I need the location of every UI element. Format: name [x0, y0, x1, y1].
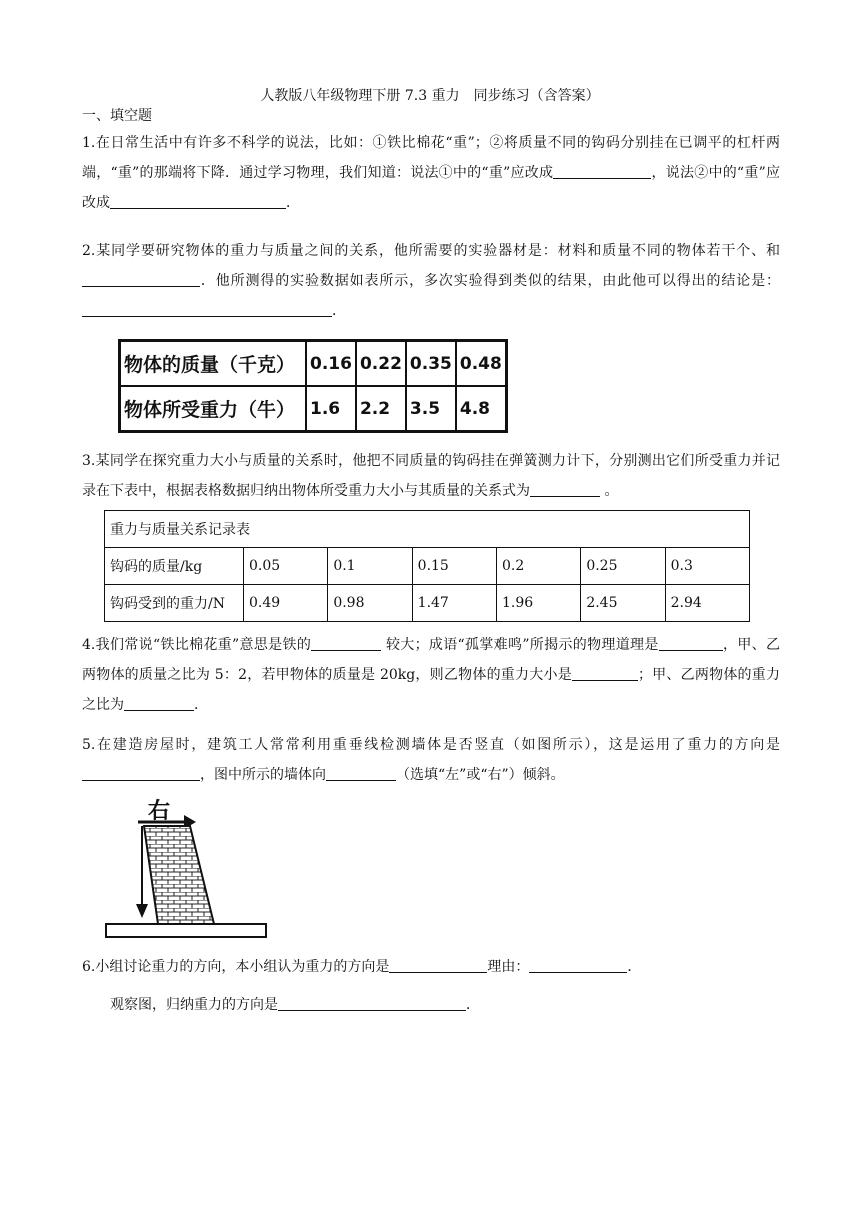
- q4-text-e: ．: [194, 697, 208, 713]
- table-row-label: 物体所受重力（牛）: [120, 386, 307, 432]
- table-row: [105, 585, 750, 622]
- table-cell: 1.47: [412, 585, 496, 622]
- table-cell: 0.2: [496, 548, 580, 585]
- answer-blank: [311, 634, 381, 651]
- q6-text-e: ．: [466, 997, 480, 1013]
- brick-wall: [144, 826, 214, 924]
- plumb-bob-icon: [136, 904, 148, 918]
- table-row: [120, 386, 507, 432]
- question-6: [82, 952, 780, 982]
- q6-text-c: ．: [627, 959, 642, 975]
- q1-text-b: ，说法②中的“重”应改成: [82, 165, 780, 211]
- table-cell: 0.25: [581, 548, 665, 585]
- answer-blank: [553, 162, 651, 179]
- answer-blank: [82, 764, 200, 781]
- table-cell: 1.96: [496, 585, 580, 622]
- q2-text-d: ．: [332, 303, 346, 319]
- q6-text-b: 理由：: [487, 959, 530, 975]
- question-3: [82, 446, 780, 506]
- answer-blank: [82, 300, 332, 317]
- table-caption-row: [105, 511, 750, 548]
- question-5: [82, 730, 780, 790]
- table-cell: 1.6: [306, 386, 356, 432]
- table-cell: 2.2: [356, 386, 406, 432]
- answer-blank: [110, 192, 286, 209]
- table-cell: 0.05: [244, 548, 328, 585]
- q2-text-a: 2.某同学要研究物体的重力与质量之间的关系，他所需要的实验器材是：材料和质量不同的物体若干个、: [82, 243, 766, 259]
- table-cell: 2.45: [581, 585, 665, 622]
- table-cell: 0.3: [665, 548, 749, 585]
- ground-slab: [106, 924, 266, 937]
- leaning-wall-figure: [98, 796, 274, 950]
- q4-text-b: 较大；成语“孤掌难鸣”所揭示的物理道理是: [385, 637, 659, 653]
- q3-text-b: 。: [604, 483, 619, 499]
- table-cell: 4.8: [456, 386, 506, 432]
- page-title: 人教版八年级物理下册 7.3 重力 同步练习（含答案）: [260, 88, 600, 104]
- table-row-label: 钩码的质量/kg: [105, 548, 244, 585]
- q2-text-c: ．他所测得的实验数据如表所示，多次实验得到类似的结果，由此他可以得出的结论是：: [200, 273, 780, 289]
- table-cell: 0.15: [412, 548, 496, 585]
- answer-blank: [530, 480, 600, 497]
- answer-blank: [82, 270, 200, 287]
- q3-text-a: 3.某同学在探究重力大小与质量的关系时，他把不同质量的钩码挂在弹簧测力计下，分别测出它们所受重力并记录在下表中，根据表格数据归纳出物体所受重力大小与其质量的关系式为: [82, 453, 780, 499]
- answer-blank: [278, 994, 466, 1011]
- question-6-observe: [82, 990, 780, 1020]
- table-cell: 0.16: [306, 341, 356, 387]
- q1-text-c: ．: [286, 195, 300, 211]
- answer-blank: [326, 764, 396, 781]
- table-row-label: 钩码受到的重力/N: [105, 585, 244, 622]
- table-cell: 2.94: [665, 585, 749, 622]
- q4-text-d: ；甲、乙两物体的重力之比为: [82, 667, 781, 713]
- q6-text-d: 观察图，归纳重力的方向是: [110, 997, 278, 1013]
- question-4: [82, 630, 780, 720]
- q2-text-b: 和: [766, 243, 780, 259]
- answer-blank: [529, 956, 627, 973]
- answer-blank: [124, 694, 194, 711]
- q5-text-c: （选填“左”或“右”）倾斜。: [396, 767, 565, 783]
- table-cell: 3.5: [406, 386, 456, 432]
- q1-text-a: 1.在日常生活中有许多不科学的说法，比如：①铁比棉花“重”；②将质量不同的钩码分别挂在已调平的杠杆两端，“重”的那端将下降．通过学习物理，我们知道：说法①中的“重”应改成: [82, 135, 780, 181]
- table-cell: 0.35: [406, 341, 456, 387]
- table-row-label: 物体的质量（千克）: [120, 341, 307, 387]
- table-cell: 0.49: [244, 585, 328, 622]
- gravity-mass-record-table: [104, 510, 750, 622]
- q5-text-b: ，图中所示的墙体向: [200, 767, 326, 783]
- table-cell: 0.1: [328, 548, 412, 585]
- table-row: [120, 341, 507, 387]
- table-cell: 0.48: [456, 341, 506, 387]
- answer-blank: [659, 634, 723, 651]
- answer-blank: [389, 956, 487, 973]
- question-2: [82, 236, 780, 326]
- table-row: [105, 548, 750, 585]
- answer-blank: [572, 664, 638, 681]
- table-cell: 0.22: [356, 341, 406, 387]
- table-cell: 0.98: [328, 585, 412, 622]
- q4-text-a: 4.我们常说“铁比棉花重”意思是铁的: [82, 637, 312, 653]
- section-heading: 一、填空题: [82, 108, 152, 124]
- q5-text-a: 5.在建造房屋时，建筑工人常常利用重垂线检测墙体是否竖直（如图所示），这是运用了重力的方向是: [82, 737, 780, 753]
- mass-weight-table-image: [118, 339, 508, 433]
- wall-plumb-line-diagram: [98, 796, 274, 946]
- table-caption: 重力与质量关系记录表: [105, 511, 750, 548]
- question-1: [82, 128, 780, 218]
- direction-label: 右: [148, 799, 171, 824]
- q4-text-c: ，甲、乙两物体的质量之比为 5：2，若甲物体的质量是 20kg，则乙物体的重力大小是: [82, 637, 780, 683]
- q6-text-a: 6.小组讨论重力的方向，本小组认为重力的方向是: [82, 959, 390, 975]
